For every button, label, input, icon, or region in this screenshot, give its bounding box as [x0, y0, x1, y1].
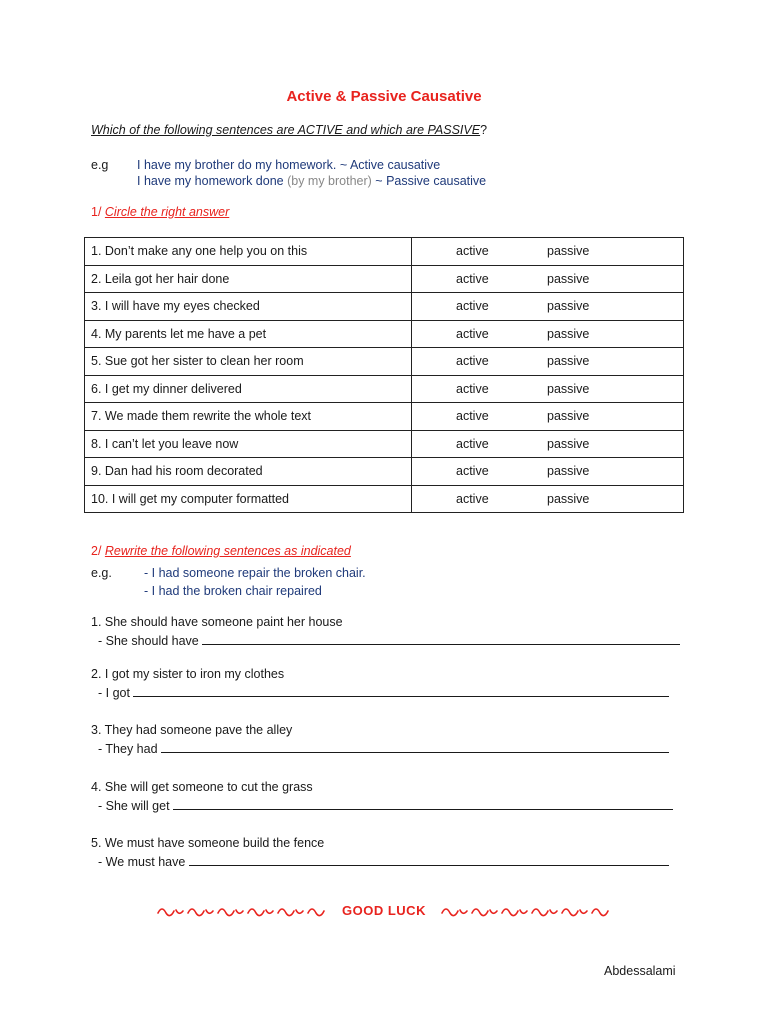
rewrite-answer-lead: - I got	[98, 686, 134, 700]
options-cell	[412, 485, 684, 513]
section-2-title: Rewrite the following sentences as indicated	[104, 544, 351, 558]
sentence-cell: 5. Sue got her sister to clean her room	[85, 348, 412, 376]
option-active[interactable]: active	[456, 354, 489, 369]
rewrite-answer-lead: - She should have	[98, 634, 203, 648]
section-1-number: 1/	[91, 205, 105, 219]
sentence-cell: 1. Don’t make any one help you on this	[85, 238, 412, 266]
option-active[interactable]: active	[456, 326, 489, 341]
answer-blank[interactable]	[173, 797, 673, 810]
rewrite-prompt: 4. She will get someone to cut the grass	[91, 780, 313, 794]
table-row	[85, 458, 684, 486]
option-passive[interactable]: passive	[547, 299, 590, 314]
sentence-cell: 9. Dan had his room decorated	[85, 458, 412, 486]
table-row	[85, 403, 684, 431]
author-name: Abdessalami	[604, 964, 676, 978]
option-active[interactable]: active	[456, 381, 489, 396]
sentence-cell: 2. Leila got her hair done	[85, 265, 412, 293]
rewrite-item	[91, 613, 680, 651]
rewrite-item	[91, 778, 673, 816]
swirl-ornament-icon	[156, 904, 328, 918]
option-passive[interactable]: passive	[547, 326, 590, 341]
sentence-cell: 8. I can’t let you leave now	[85, 430, 412, 458]
rewrite-answer-lead: - She will get	[98, 799, 174, 813]
example-2-block	[91, 564, 366, 600]
table-row	[85, 293, 684, 321]
option-passive[interactable]: passive	[547, 491, 590, 506]
rewrite-answer-lead: - We must have	[98, 855, 189, 869]
rewrite-prompt: 1. She should have someone paint her house	[91, 615, 343, 629]
instruction-mark: ?	[480, 123, 488, 137]
example-2-label: e.g.	[91, 566, 112, 580]
rewrite-item	[91, 721, 669, 759]
section-1-heading	[91, 205, 229, 219]
option-passive[interactable]: passive	[547, 244, 590, 259]
example-block	[91, 157, 486, 189]
example-active: I have my brother do my homework. ~ Active causative	[137, 158, 441, 172]
example-2-line-1: - I had someone repair the broken chair.	[144, 566, 366, 580]
table-row	[85, 320, 684, 348]
sentence-cell: 10. I will get my computer formatted	[85, 485, 412, 513]
rewrite-prompt: 3. They had someone pave the alley	[91, 723, 293, 737]
options-cell	[412, 293, 684, 321]
sentence-cell: 3. I will have my eyes checked	[85, 293, 412, 321]
option-passive[interactable]: passive	[547, 381, 590, 396]
options-cell	[412, 430, 684, 458]
sentence-cell: 7. We made them rewrite the whole text	[85, 403, 412, 431]
section-1-title: Circle the right answer	[104, 205, 230, 219]
rewrite-item	[91, 665, 669, 703]
example-passive-a: I have my homework done	[137, 174, 288, 188]
option-active[interactable]: active	[456, 464, 489, 479]
option-active[interactable]: active	[456, 244, 489, 259]
example-passive-agent: (by my brother)	[287, 174, 372, 188]
option-active[interactable]: active	[456, 299, 489, 314]
option-passive[interactable]: passive	[547, 436, 590, 451]
rewrite-item	[91, 834, 669, 872]
table-row	[85, 375, 684, 403]
table-row	[85, 238, 684, 266]
good-luck-text: GOOD LUCK	[342, 903, 426, 919]
answer-blank[interactable]	[161, 740, 669, 753]
option-active[interactable]: active	[456, 491, 489, 506]
option-active[interactable]: active	[456, 436, 489, 451]
example-passive-c: ~ Passive causative	[371, 174, 487, 188]
instruction	[91, 123, 487, 137]
options-cell	[412, 458, 684, 486]
options-cell	[412, 265, 684, 293]
option-active[interactable]: active	[456, 409, 489, 424]
example-2-line-2: - I had the broken chair repaired	[144, 584, 322, 598]
options-cell	[412, 238, 684, 266]
option-active[interactable]: active	[456, 271, 489, 286]
example-label: e.g	[91, 158, 109, 172]
option-passive[interactable]: passive	[547, 464, 590, 479]
options-cell	[412, 403, 684, 431]
table-row	[85, 265, 684, 293]
sentence-cell: 6. I get my dinner delivered	[85, 375, 412, 403]
options-cell	[412, 320, 684, 348]
rewrite-prompt: 2. I got my sister to iron my clothes	[91, 667, 285, 681]
instruction-text: Which of the following sentences are ACTIVE and which are PASSIVE	[91, 123, 481, 137]
good-luck-banner	[0, 902, 768, 918]
rewrite-answer-lead: - They had	[98, 742, 162, 756]
swirl-ornament-icon	[440, 904, 612, 918]
table-row	[85, 348, 684, 376]
option-passive[interactable]: passive	[547, 354, 590, 369]
option-passive[interactable]: passive	[547, 409, 590, 424]
answer-blank[interactable]	[202, 632, 680, 645]
option-passive[interactable]: passive	[547, 271, 590, 286]
sentence-cell: 4. My parents let me have a pet	[85, 320, 412, 348]
table-row	[85, 430, 684, 458]
options-cell	[412, 375, 684, 403]
answer-blank[interactable]	[189, 853, 669, 866]
page-title: Active & Passive Causative	[286, 88, 482, 105]
rewrite-prompt: 5. We must have someone build the fence	[91, 836, 325, 850]
options-cell	[412, 348, 684, 376]
table-row	[85, 485, 684, 513]
section-2-number: 2/	[91, 544, 105, 558]
section-2-heading	[91, 544, 351, 558]
answer-blank[interactable]	[133, 684, 669, 697]
answer-table	[84, 237, 684, 513]
